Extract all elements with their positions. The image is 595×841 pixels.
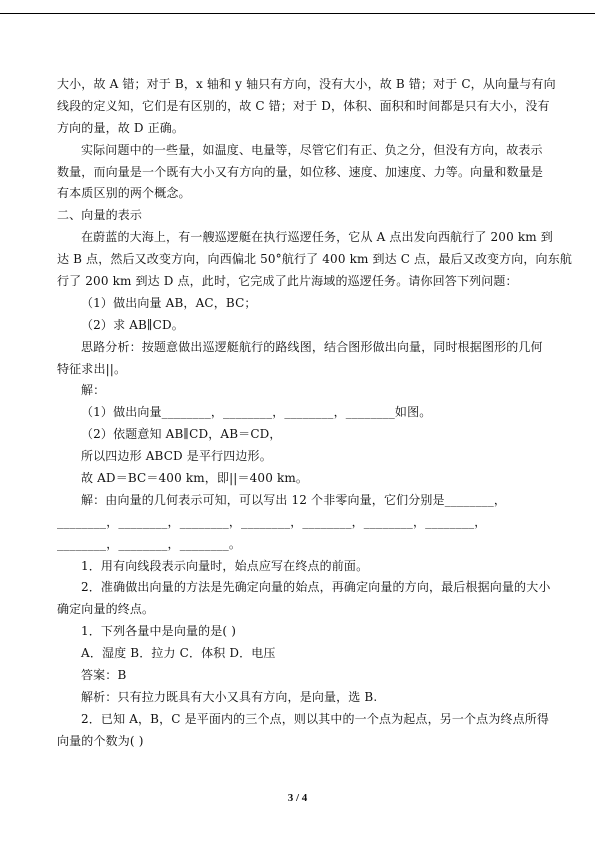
text-line: 大小，故 A 错；对于 B，x 轴和 y 轴只有方向，没有大小，故 B 错；对于 C，从向量与有向 xyxy=(57,77,556,91)
text-line: 解：由向量的几何表示可知，可以写出 12 个非零向量，它们分别是________， xyxy=(81,492,507,507)
exercise-question: 2．已知 A，B，C 是平面内的三个点，则以其中的一个点为起点，另一个点为终点所得 xyxy=(81,711,550,726)
tip-item: 2．准确做出向量的方法是先确定向量的始点，再确定向量的方向，最后根据向量的大小 xyxy=(81,580,551,595)
text-line: ________，________，________，________，________，________，________， xyxy=(57,514,487,529)
page-number: 3 / 4 xyxy=(287,792,308,804)
text-line: 达 B 点，然后又改变方向，向西偏北 50°航行了 400 km 到达 C 点，最后又改变方向，向东航 xyxy=(57,252,572,267)
exercise-question: 1．下列各量中是向量的是( ) xyxy=(81,624,237,639)
header-rule xyxy=(0,13,595,14)
text-line: （1）做出向量________，________，________，________如图。 xyxy=(81,405,432,420)
text-line: ________，________，________。 xyxy=(57,536,242,551)
text-line: 所以四边形 ABCD 是平行四边形。 xyxy=(81,449,272,464)
explanation-line: 解析：只有拉力既具有大小又具有方向，是向量，选 B. xyxy=(81,689,378,704)
answer-line: 答案：B xyxy=(81,668,127,683)
text-line: 特征求出||。 xyxy=(57,361,127,376)
text-line: 数量，而向量是一个既有大小又有方向的量，如位移、速度、加速度、力等。向量和数量是 xyxy=(57,164,544,179)
tip-item: 1．用有向线段表示向量时，始点应写在终点的前面。 xyxy=(81,558,369,573)
section-heading: 二、向量的表示 xyxy=(57,208,143,223)
exercise-options: A．湿度 B．拉力 C．体积 D．电压 xyxy=(81,646,276,661)
text-line: 实际问题中的一些量，如温度、电量等，尽管它们有正、负之分，但没有方向，故表示 xyxy=(81,142,543,157)
text-line: 向量的个数为( ) xyxy=(57,733,144,748)
text-line: 方向的量，故 D 正确。 xyxy=(57,120,185,135)
page-body xyxy=(57,74,572,753)
text-line: 线段的定义知，它们是有区别的，故 C 错；对于 D，体积、面积和时间都是只有大小，没有 xyxy=(57,98,550,113)
text-line: （2）依题意知 AB∥CD，AB＝CD， xyxy=(81,427,282,442)
text-line: 在蔚蓝的大海上，有一艘巡逻艇在执行巡逻任务，它从 A 点出发向西航行了 200 km 到 xyxy=(81,230,553,245)
text-line: 行了 200 km 到达 D 点，此时，它完成了此片海域的巡逻任务。请你回答下列问题： xyxy=(57,274,518,289)
solution-label: 解： xyxy=(81,383,106,398)
text-line: 故 AD＝BC＝400 km，即||＝400 km。 xyxy=(81,471,309,486)
text-line: 思路分析：按题意做出巡逻艇航行的路线图，结合图形做出向量，同时根据图形的几何 xyxy=(81,339,543,354)
text-line: 有本质区别的两个概念。 xyxy=(57,186,191,201)
text-line: 确定向量的终点。 xyxy=(57,602,155,617)
question-item: （1）做出向量 AB，AC，BC； xyxy=(81,295,257,310)
question-item: （2）求 AB∥CD。 xyxy=(81,317,184,332)
